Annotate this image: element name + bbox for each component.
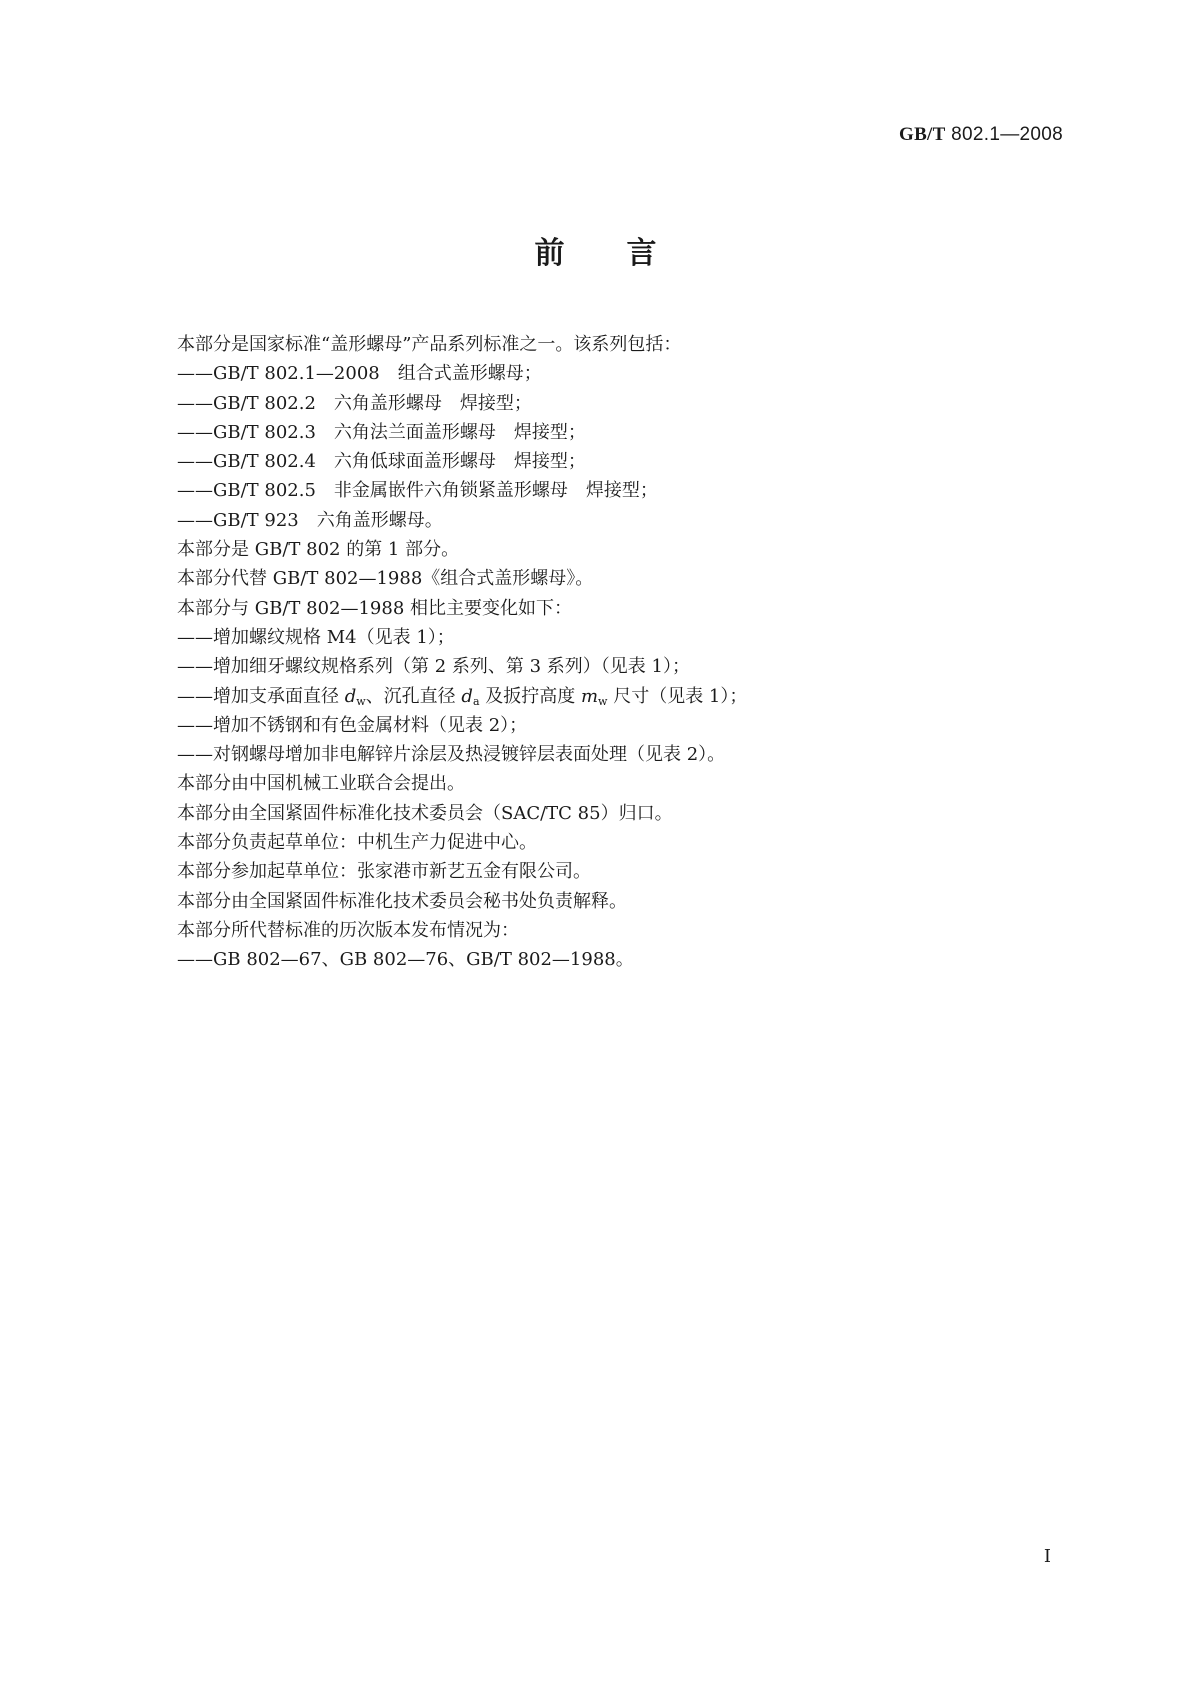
paragraph-line: 本部分由全国紧固件标准化技术委员会（SAC/TC 85）归口。: [177, 802, 673, 824]
list-item: ——增加不锈钢和有色金属材料（见表 2）；: [177, 714, 528, 736]
list-item: ——GB/T 802.4 六角低球面盖形螺母 焊接型；: [177, 451, 586, 473]
text-fragment: 尺寸（见表 1）；: [607, 685, 748, 707]
foreword-body: [177, 330, 1057, 975]
list-item: ——GB/T 923 六角盖形螺母。: [177, 509, 443, 531]
list-item: ——GB/T 802.5 非金属嵌件六角锁紧盖形螺母 焊接型；: [177, 480, 658, 502]
paragraph-line: 本部分代替 GB/T 802—1988《组合式盖形螺母》。: [177, 568, 594, 590]
symbol-m: m: [580, 685, 599, 707]
paragraph-line: 本部分参加起草单位：张家港市新艺五金有限公司。: [177, 861, 591, 883]
subscript-w: w: [598, 694, 608, 708]
paragraph-line: 本部分是 GB/T 802 的第 1 部分。: [177, 539, 460, 561]
text-fragment: ——增加支承面直径: [177, 685, 345, 707]
paragraph-line: 本部分由全国紧固件标准化技术委员会秘书处负责解释。: [177, 890, 627, 912]
paragraph-line: 本部分负责起草单位：中机生产力促进中心。: [177, 832, 537, 854]
list-item-dimensions: [177, 682, 1057, 711]
list-item: ——对钢螺母增加非电解锌片涂层及热浸镀锌层表面处理（见表 2）。: [177, 744, 726, 766]
symbol-d: d: [344, 685, 357, 707]
subscript-a: a: [472, 694, 480, 708]
text-fragment: 、沉孔直径: [365, 685, 462, 707]
list-item: ——增加细牙螺纹规格系列（第 2 系列、第 3 系列）（见表 1）；: [177, 656, 690, 678]
standard-number: 802.1—2008: [945, 124, 1063, 145]
standard-prefix: GB/T: [898, 124, 946, 145]
list-item: ——增加螺纹规格 M4（见表 1）；: [177, 626, 455, 648]
standard-code: [899, 124, 1063, 146]
paragraph-line: 本部分由中国机械工业联合会提出。: [177, 773, 465, 795]
page-number: I: [1043, 1546, 1051, 1567]
text-fragment: 及扳拧高度: [479, 685, 581, 707]
list-item: ——GB/T 802.1—2008 组合式盖形螺母；: [177, 363, 542, 385]
page-title: 前言: [534, 236, 719, 271]
list-item: ——GB/T 802.2 六角盖形螺母 焊接型；: [177, 392, 532, 414]
paragraph-line: 本部分与 GB/T 802—1988 相比主要变化如下：: [177, 597, 573, 619]
list-item: ——GB 802—67、GB 802—76、GB/T 802—1988。: [177, 949, 634, 971]
list-item: ——GB/T 802.3 六角法兰面盖形螺母 焊接型；: [177, 421, 586, 443]
subscript-w: w: [356, 694, 366, 708]
symbol-d: d: [461, 685, 473, 707]
paragraph-line: 本部分所代替标准的历次版本发布情况为：: [177, 919, 519, 941]
paragraph-line: 本部分是国家标准“盖形螺母”产品系列标准之一。该系列包括：: [177, 334, 682, 355]
